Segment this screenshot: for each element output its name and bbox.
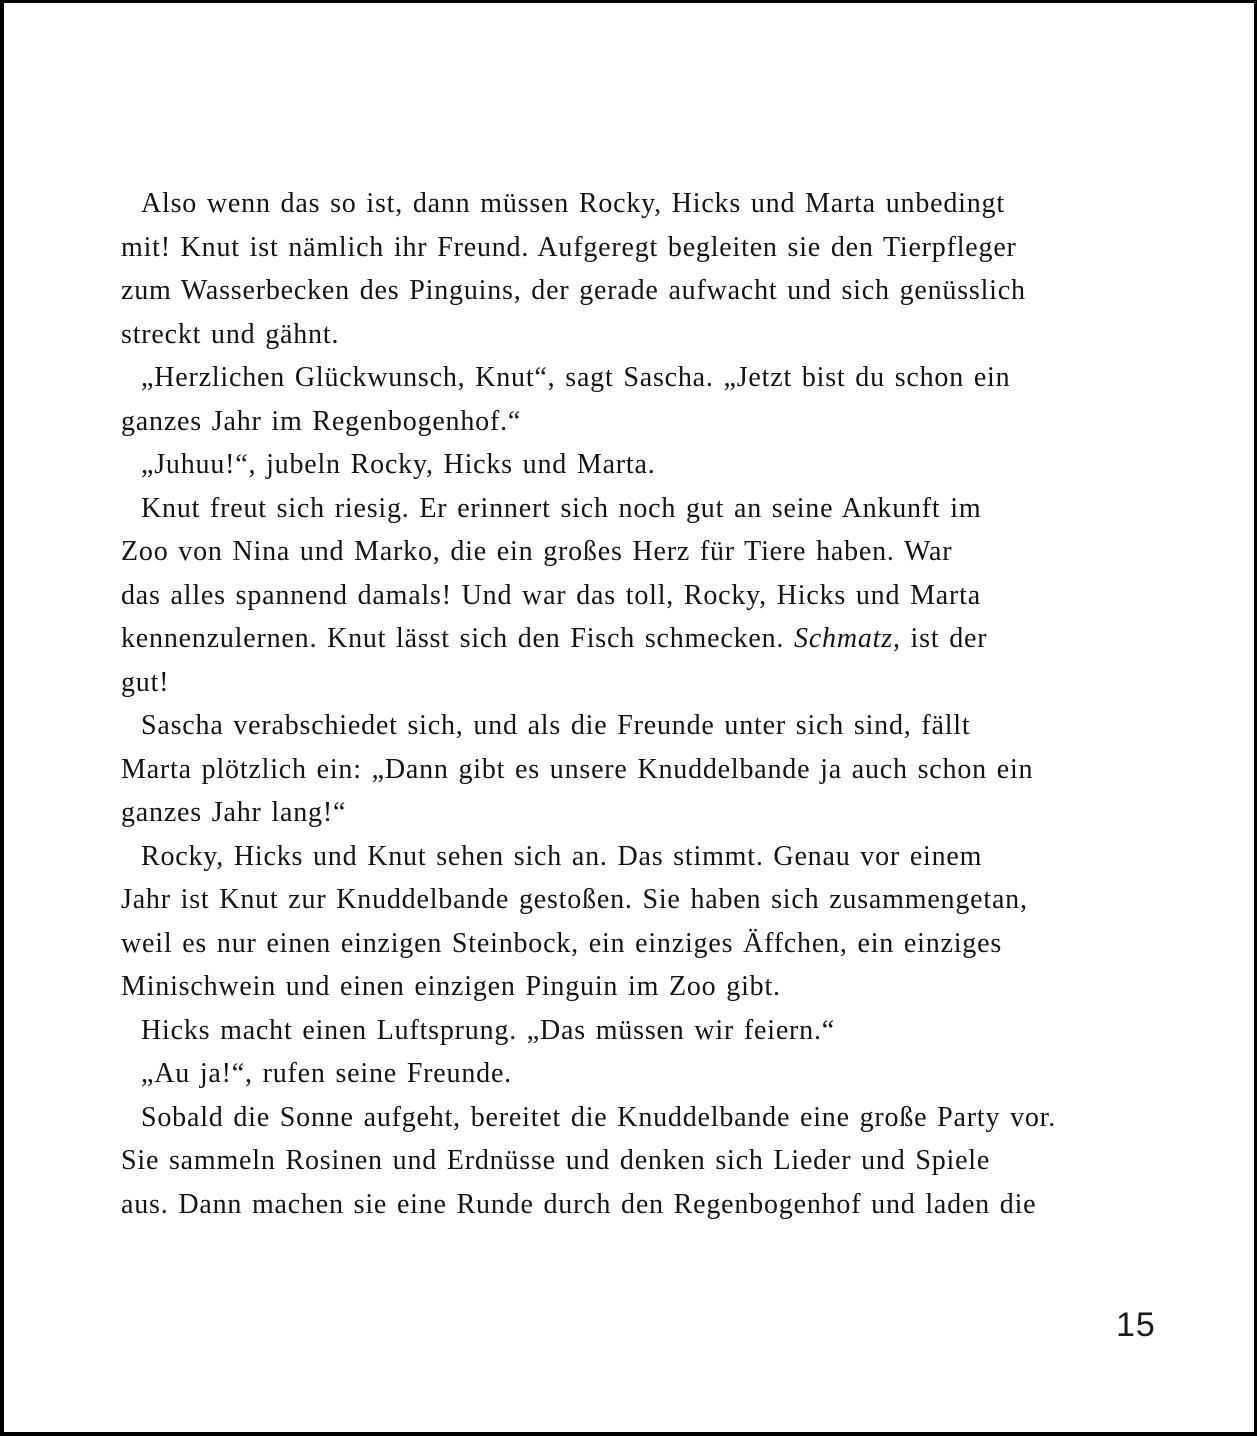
text-line	[121, 226, 1096, 270]
text-segment: Also wenn das so ist, dann müssen Rocky, Hicks und Marta unbedingt	[141, 188, 1005, 219]
paragraph	[121, 182, 1096, 356]
paragraph	[121, 1096, 1096, 1227]
paragraph	[121, 356, 1096, 443]
text-segment: Rocky, Hicks und Knut sehen sich an. Das stimmt. Genau vor einem	[141, 840, 983, 872]
text-line	[121, 356, 1096, 400]
paragraph	[121, 487, 1096, 705]
text-segment: zum Wasserbecken des Pinguins, der gerade aufwacht und sich genüsslich	[121, 275, 1026, 306]
text-segment: Hicks macht einen Luftsprung. „Das müssen wir feiern.“	[141, 1014, 836, 1046]
text-line	[121, 269, 1096, 313]
paragraph	[121, 1009, 1096, 1053]
text-segment: ganzes Jahr lang!“	[121, 797, 347, 828]
page-number: 15	[1116, 1306, 1156, 1344]
text-segment: Sie sammeln Rosinen und Erdnüsse und denken sich Lieder und Spiele	[121, 1145, 991, 1176]
text-segment: „Herzlichen Glückwunsch, Knut“, sagt Sascha. „Jetzt bist du schon ein	[141, 362, 1011, 393]
paragraph	[121, 443, 1096, 487]
text-segment: weil es nur einen einzigen Steinbock, ein einziges Äffchen, ein einziges	[121, 927, 1003, 959]
text-line	[121, 313, 1096, 357]
text-segment: Knut freut sich riesig. Er erinnert sich noch gut an seine Ankunft im	[141, 492, 982, 524]
text-line	[121, 1096, 1096, 1140]
paragraph	[121, 704, 1096, 835]
text-line	[121, 487, 1096, 531]
text-line	[121, 574, 1096, 618]
text-line	[121, 182, 1096, 226]
text-line	[121, 835, 1096, 879]
text-line	[121, 1183, 1096, 1227]
text-line	[121, 530, 1096, 574]
italic-text: Schmatz	[794, 623, 893, 654]
text-segment: aus. Dann machen sie eine Runde durch den Regenbogenhof und laden die	[121, 1188, 1037, 1220]
text-segment: streckt und gähnt.	[121, 318, 340, 350]
text-line	[121, 878, 1096, 922]
paragraph	[121, 835, 1096, 1009]
text-segment: , ist der	[892, 623, 988, 654]
page-text	[121, 182, 1096, 1226]
text-line	[121, 400, 1096, 444]
text-line	[121, 704, 1096, 748]
text-segment: Minischwein und einen einzigen Pinguin im Zoo gibt.	[121, 971, 781, 1002]
text-segment: mit! Knut ist nämlich ihr Freund. Aufgeregt begleiten sie den Tierpfleger	[121, 231, 1017, 263]
text-line	[121, 1009, 1096, 1053]
text-segment: Jahr ist Knut zur Knuddelbande gestoßen. Sie haben sich zusammengetan,	[121, 884, 1028, 915]
paragraph	[121, 1052, 1096, 1096]
text-line	[121, 661, 1096, 705]
text-line	[121, 443, 1096, 487]
text-line	[121, 1052, 1096, 1096]
text-segment: kennenzulernen. Knut lässt sich den Fisch schmecken.	[121, 623, 795, 654]
text-segment: „Au ja!“, rufen seine Freunde.	[141, 1058, 512, 1089]
text-segment: Zoo von Nina und Marko, die ein großes Herz für Tiere haben. War	[121, 536, 953, 567]
text-line	[121, 617, 1096, 661]
text-line	[121, 748, 1096, 792]
text-segment: Marta plötzlich ein: „Dann gibt es unsere Knuddelbande ja auch schon ein	[121, 753, 1034, 785]
text-line	[121, 1139, 1096, 1183]
text-line	[121, 791, 1096, 835]
text-segment: „Juhuu!“, jubeln Rocky, Hicks und Marta.	[141, 449, 656, 480]
text-line	[121, 922, 1096, 966]
text-segment: gut!	[121, 666, 170, 698]
text-line	[121, 965, 1096, 1009]
text-segment: das alles spannend damals! Und war das toll, Rocky, Hicks und Marta	[121, 579, 981, 611]
text-segment: Sascha verabschiedet sich, und als die Freunde unter sich sind, fällt	[141, 710, 971, 741]
text-segment: Sobald die Sonne aufgeht, bereitet die Knuddelbande eine große Party vor.	[141, 1101, 1057, 1133]
text-segment: ganzes Jahr im Regenbogenhof.“	[121, 405, 522, 437]
